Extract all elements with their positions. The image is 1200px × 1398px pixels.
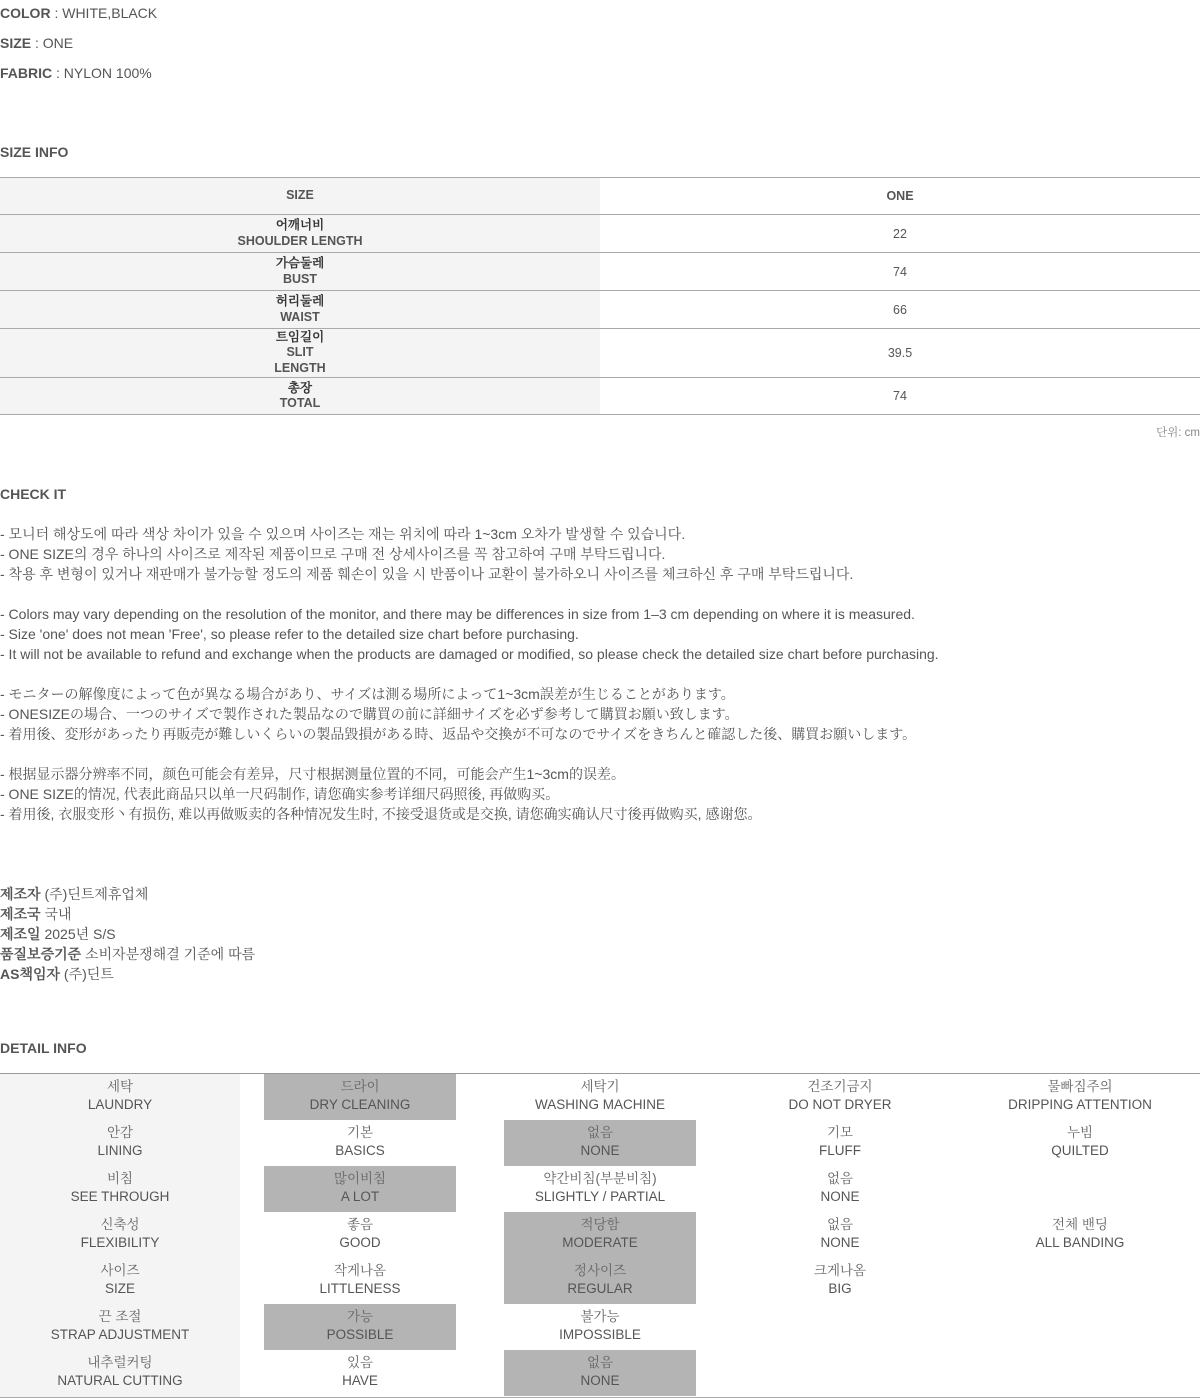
detail-option xyxy=(504,1166,696,1212)
check-it-title: CHECK IT xyxy=(0,486,67,502)
detail-option-en: QUILTED xyxy=(1051,1143,1109,1158)
note-line: - ONE SIZE的情况, 代表此商品只以单一尺码制作, 请您确实参考详细尺码照後, 再做购买。 xyxy=(0,786,560,802)
note-line: - Colors may vary depending on the resolution of the monitor, and there may be differences in size from 1–3 cm depending on where it is measured. xyxy=(0,606,915,622)
detail-row-label xyxy=(0,1350,240,1396)
maker-label: 제조국 xyxy=(0,906,41,922)
detail-label-en: NATURAL CUTTING xyxy=(57,1373,183,1388)
note-line: - 着用後、変形があったり再販売が難しいくらいの製品毀損がある時、返品や交換が不可なのでサイズをきちんと確認した後、購買お願いします。 xyxy=(0,726,917,742)
detail-option xyxy=(984,1074,1176,1120)
spec-value: : ONE xyxy=(31,35,74,51)
spec-label: SIZE xyxy=(0,35,32,51)
maker-value: (주)딘트제휴업체 xyxy=(40,886,149,902)
size-row-en: BUST xyxy=(282,271,318,286)
detail-option-selected xyxy=(264,1074,456,1120)
detail-option xyxy=(264,1212,456,1258)
detail-option-ko: 전체 밴딩 xyxy=(1052,1217,1108,1232)
size-row-label xyxy=(0,291,600,329)
table-row xyxy=(0,253,1200,291)
size-row-label xyxy=(0,215,600,253)
detail-option-selected xyxy=(504,1212,696,1258)
maker-line xyxy=(0,904,255,924)
detail-row-label xyxy=(0,1166,240,1212)
detail-option-en: ALL BANDING xyxy=(1035,1235,1125,1250)
detail-option-ko: 적당함 xyxy=(580,1217,620,1232)
detail-option-en: HAVE xyxy=(342,1373,378,1388)
detail-label-en: SIZE xyxy=(104,1281,135,1296)
detail-label-ko: 사이즈 xyxy=(100,1263,140,1278)
size-row-ko: 총장 xyxy=(287,380,313,395)
size-row-value: 66 xyxy=(893,302,907,317)
size-unit: 단위: cm xyxy=(1156,427,1200,439)
detail-option-ko: 세탁기 xyxy=(580,1079,620,1094)
detail-option-selected xyxy=(504,1350,696,1396)
size-row-en: WAIST xyxy=(280,309,320,324)
spec-value: : NYLON 100% xyxy=(52,65,152,81)
detail-option xyxy=(264,1120,456,1166)
size-row-value: 39.5 xyxy=(887,346,913,360)
size-row-value: 22 xyxy=(893,226,907,241)
detail-option-en: NONE xyxy=(820,1235,860,1250)
detail-label-ko: 내추럴커팅 xyxy=(87,1355,153,1370)
maker-label: AS책임자 xyxy=(0,966,61,982)
detail-option xyxy=(504,1074,696,1120)
size-row-en: SLIT xyxy=(286,345,314,360)
size-row-label xyxy=(0,378,600,415)
detail-option-ko: 많이비침 xyxy=(333,1171,387,1186)
notes-english xyxy=(0,604,939,664)
detail-option-en: DRY CLEANING xyxy=(309,1097,411,1112)
size-info-title: SIZE INFO xyxy=(0,144,69,160)
maker-line xyxy=(0,924,255,944)
detail-label-ko: 비침 xyxy=(106,1171,134,1186)
detail-table xyxy=(0,1073,1200,1398)
spec-color xyxy=(0,5,157,21)
spec-size xyxy=(0,35,73,51)
detail-label-en: STRAP ADJUSTMENT xyxy=(50,1327,190,1342)
detail-option-en: NONE xyxy=(820,1189,860,1204)
maker-label: 제조자 xyxy=(0,886,41,902)
detail-option-ko: 기본 xyxy=(346,1125,374,1140)
detail-option-en: LITTLENESS xyxy=(319,1281,401,1296)
detail-option-ko: 없음 xyxy=(586,1355,614,1370)
detail-option-en: POSSIBLE xyxy=(326,1327,394,1342)
detail-option-ko: 건조기금지 xyxy=(807,1079,873,1094)
maker-value: 2025년 S/S xyxy=(40,926,116,942)
detail-option-en: NONE xyxy=(580,1143,620,1158)
size-row-en: SHOULDER LENGTH xyxy=(237,233,363,248)
detail-option-en: BASICS xyxy=(335,1143,385,1158)
detail-option-ko: 작게나옴 xyxy=(333,1263,387,1278)
detail-option xyxy=(264,1350,456,1396)
detail-option xyxy=(504,1304,696,1350)
detail-label-ko: 세탁 xyxy=(106,1079,134,1094)
detail-option-en: MODERATE xyxy=(562,1235,638,1250)
note-line: - ONESIZEの場合、一つのサイズで製作された製品なので購買の前に詳細サイズを必ず参考して購買お願い致します。 xyxy=(0,706,739,722)
maker-value: 소비자분쟁해결 기준에 따름 xyxy=(81,946,256,962)
maker-line xyxy=(0,944,255,964)
size-row-value: 74 xyxy=(893,389,907,403)
detail-label-en: LINING xyxy=(97,1143,143,1158)
notes-japanese xyxy=(0,684,916,744)
detail-label-en: FLEXIBILITY xyxy=(80,1235,160,1250)
detail-option xyxy=(744,1074,936,1120)
size-row-value: 74 xyxy=(893,264,907,279)
detail-label-ko: 끈 조절 xyxy=(98,1309,142,1324)
table-row xyxy=(0,215,1200,253)
table-row xyxy=(0,291,1200,329)
detail-option xyxy=(984,1212,1176,1258)
note-line: - 着用後, 衣服变形丶有损伤, 难以再做贩卖的各种情况发生时, 不接受退货或是交换, 请您确实确认尺寸後再做购买, 感谢您。 xyxy=(0,806,762,822)
detail-option xyxy=(744,1120,936,1166)
detail-row-label xyxy=(0,1258,240,1304)
size-row-ko: 트임길이 xyxy=(275,329,325,344)
detail-option-ko: 없음 xyxy=(826,1217,854,1232)
detail-option-en: DRIPPING ATTENTION xyxy=(1008,1097,1152,1112)
note-line: - モニターの解像度によって色が異なる場合があり、サイズは測る場所によって1~3cm誤差が生じることがあります。 xyxy=(0,686,735,702)
detail-option-ko: 약간비침(부분비침) xyxy=(543,1171,657,1186)
detail-option xyxy=(984,1120,1176,1166)
detail-label-ko: 안감 xyxy=(106,1125,134,1140)
detail-option-en: FLUFF xyxy=(819,1143,861,1158)
detail-option-en: DO NOT DRYER xyxy=(788,1097,892,1112)
maker-info xyxy=(0,884,255,984)
detail-row-label xyxy=(0,1120,240,1166)
size-row-en: TOTAL xyxy=(279,396,321,410)
note-line: - 착용 후 변형이 있거나 재판매가 불가능할 정도의 제품 훼손이 있을 시 반품이나 교환이 불가하오니 사이즈를 체크하신 후 구매 부탁드립니다. xyxy=(0,566,854,582)
detail-info-title: DETAIL INFO xyxy=(0,1040,87,1056)
spec-value: : WHITE,BLACK xyxy=(50,5,158,21)
detail-option-ko: 가능 xyxy=(346,1309,374,1324)
notes-chinese xyxy=(0,764,761,824)
note-line: - 모니터 해상도에 따라 색상 차이가 있을 수 있으며 사이즈는 재는 위치에 따라 1~3cm 오차가 발생할 수 있습니다. xyxy=(0,526,686,542)
detail-option-ko: 드라이 xyxy=(340,1079,380,1094)
size-header-value: ONE xyxy=(886,189,914,203)
maker-value: (주)딘트 xyxy=(60,966,114,982)
detail-option-en: BIG xyxy=(828,1281,852,1296)
detail-option xyxy=(744,1258,936,1304)
detail-option-ko: 좋음 xyxy=(346,1217,374,1232)
detail-option-en: SLIGHTLY / PARTIAL xyxy=(534,1189,666,1204)
detail-option-en: NONE xyxy=(580,1373,620,1388)
notes-korean xyxy=(0,524,853,584)
spec-label: FABRIC xyxy=(0,65,53,81)
detail-option-ko: 없음 xyxy=(826,1171,854,1186)
size-row-ko: 어깨너비 xyxy=(275,218,325,232)
table-row xyxy=(0,329,1200,378)
spec-fabric xyxy=(0,65,152,81)
detail-option-en: REGULAR xyxy=(567,1281,633,1296)
detail-option-ko: 있음 xyxy=(346,1355,374,1370)
detail-row-label xyxy=(0,1074,240,1120)
note-line: - 根据显示器分辨率不同，颜色可能会有差异，尺寸根据测量位置的不同，可能会产生1~3cm的误差。 xyxy=(0,766,625,782)
detail-option-ko: 물빠짐주의 xyxy=(1047,1079,1113,1094)
detail-option-en: IMPOSSIBLE xyxy=(559,1327,641,1342)
detail-row-label xyxy=(0,1212,240,1258)
size-header-label: SIZE xyxy=(0,178,600,215)
detail-option-selected xyxy=(504,1120,696,1166)
detail-option-ko: 없음 xyxy=(586,1125,614,1140)
maker-label: 품질보증기준 xyxy=(0,946,82,962)
detail-option-ko: 크게나옴 xyxy=(813,1263,867,1278)
maker-value: 국내 xyxy=(40,906,72,922)
detail-option-ko: 불가능 xyxy=(580,1309,620,1324)
size-table xyxy=(0,177,1200,415)
detail-label-en: SEE THROUGH xyxy=(70,1189,170,1204)
note-line: - Size 'one' does not mean 'Free', so please refer to the detailed size chart before purchasing. xyxy=(0,626,579,642)
maker-line xyxy=(0,884,255,904)
detail-label-ko: 신축성 xyxy=(100,1217,140,1232)
detail-label-en: LAUNDRY xyxy=(87,1097,153,1112)
size-row-ko: 허리둘레 xyxy=(275,294,325,308)
detail-option-en: GOOD xyxy=(339,1235,381,1250)
spec-label: COLOR xyxy=(0,5,51,21)
detail-option-ko: 정사이즈 xyxy=(573,1263,627,1278)
table-row xyxy=(0,378,1200,415)
size-row-label xyxy=(0,253,600,291)
detail-option xyxy=(744,1212,936,1258)
detail-row-label xyxy=(0,1304,240,1350)
detail-option-selected xyxy=(264,1304,456,1350)
size-table-header xyxy=(0,178,1200,215)
detail-option-ko: 누빔 xyxy=(1066,1125,1094,1140)
size-row-ko: 가슴둘레 xyxy=(275,256,325,270)
detail-option-ko: 기모 xyxy=(826,1125,854,1140)
detail-option-en: A LOT xyxy=(340,1189,380,1204)
detail-option-selected xyxy=(504,1258,696,1304)
note-line: - ONE SIZE의 경우 하나의 사이즈로 제작된 제품이므로 구매 전 상세사이즈를 꼭 참고하여 구매 부탁드립니다. xyxy=(0,546,666,562)
detail-option-selected xyxy=(264,1166,456,1212)
detail-option xyxy=(264,1258,456,1304)
detail-option xyxy=(744,1166,936,1212)
size-row-en: LENGTH xyxy=(274,360,326,375)
note-line: - It will not be available to refund and exchange when the products are damaged or modified, so please check the detailed size chart before purchasing. xyxy=(0,646,939,662)
maker-line xyxy=(0,964,255,984)
maker-label: 제조일 xyxy=(0,926,41,942)
detail-option-en: WASHING MACHINE xyxy=(534,1097,665,1112)
size-row-label xyxy=(0,329,600,378)
